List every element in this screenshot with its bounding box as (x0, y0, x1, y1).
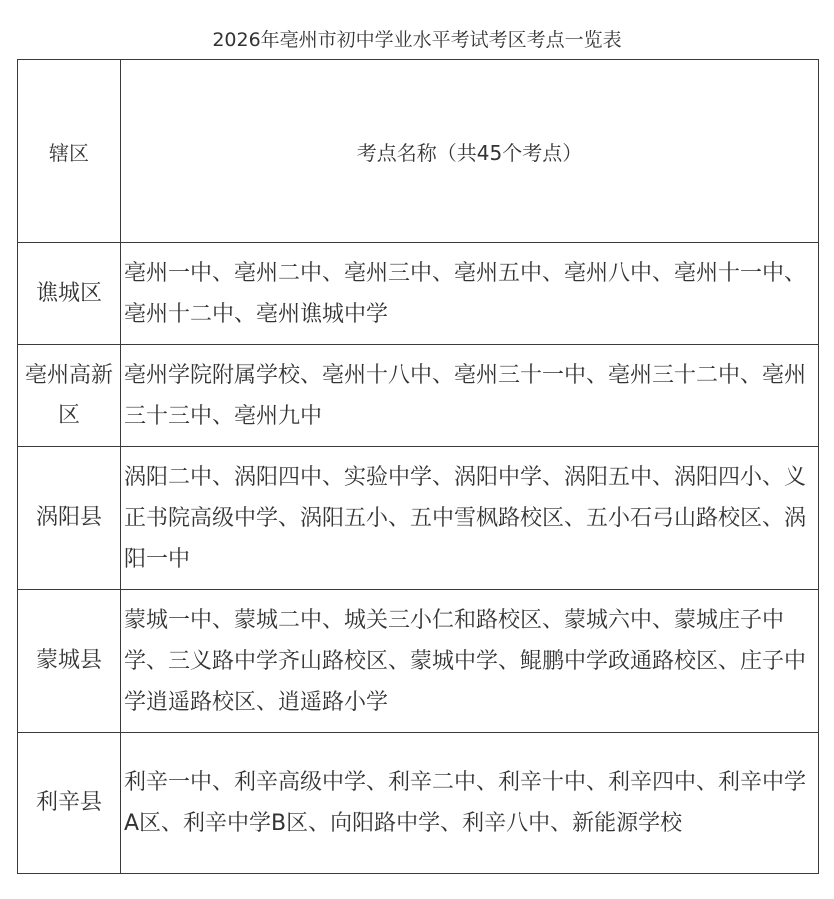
sites-cell: 利辛一中、利辛高级中学、利辛二中、利辛十中、利辛四中、利辛中学A区、利辛中学B区、向阳路中学、利辛八中、新能源学校 (121, 733, 819, 874)
table-caption: 2026年亳州市初中学业水平考试考区考点一览表 (212, 29, 622, 51)
sites-cell: 蒙城一中、蒙城二中、城关三小仁和路校区、蒙城六中、蒙城庄子中学、三义路中学齐山路校区、蒙城中学、鲲鹏中学政通路校区、庄子中学逍遥路校区、逍遥路小学 (121, 590, 819, 733)
table-row (18, 243, 819, 345)
sites-cell: 涡阳二中、涡阳四中、实验中学、涡阳中学、涡阳五中、涡阳四小、义正书院高级中学、涡阳五小、五中雪枫路校区、五小石弓山路校区、涡阳一中 (121, 447, 819, 590)
district-cell: 利辛县 (18, 733, 121, 874)
header-sites: 考点名称（共45个考点） (121, 60, 819, 243)
table-row (18, 590, 819, 733)
sites-cell: 亳州一中、亳州二中、亳州三中、亳州五中、亳州八中、亳州十一中、亳州十二中、亳州谯城中学 (121, 243, 819, 345)
district-cell: 亳州高新区 (18, 345, 121, 447)
table-header-row (18, 60, 819, 243)
table-row (18, 733, 819, 874)
district-cell: 蒙城县 (18, 590, 121, 733)
header-district: 辖区 (18, 60, 121, 243)
exam-site-table (17, 59, 819, 874)
table-row (18, 345, 819, 447)
table-row (18, 447, 819, 590)
district-cell: 涡阳县 (18, 447, 121, 590)
sites-cell: 亳州学院附属学校、亳州十八中、亳州三十一中、亳州三十二中、亳州三十三中、亳州九中 (121, 345, 819, 447)
district-cell: 谯城区 (18, 243, 121, 345)
